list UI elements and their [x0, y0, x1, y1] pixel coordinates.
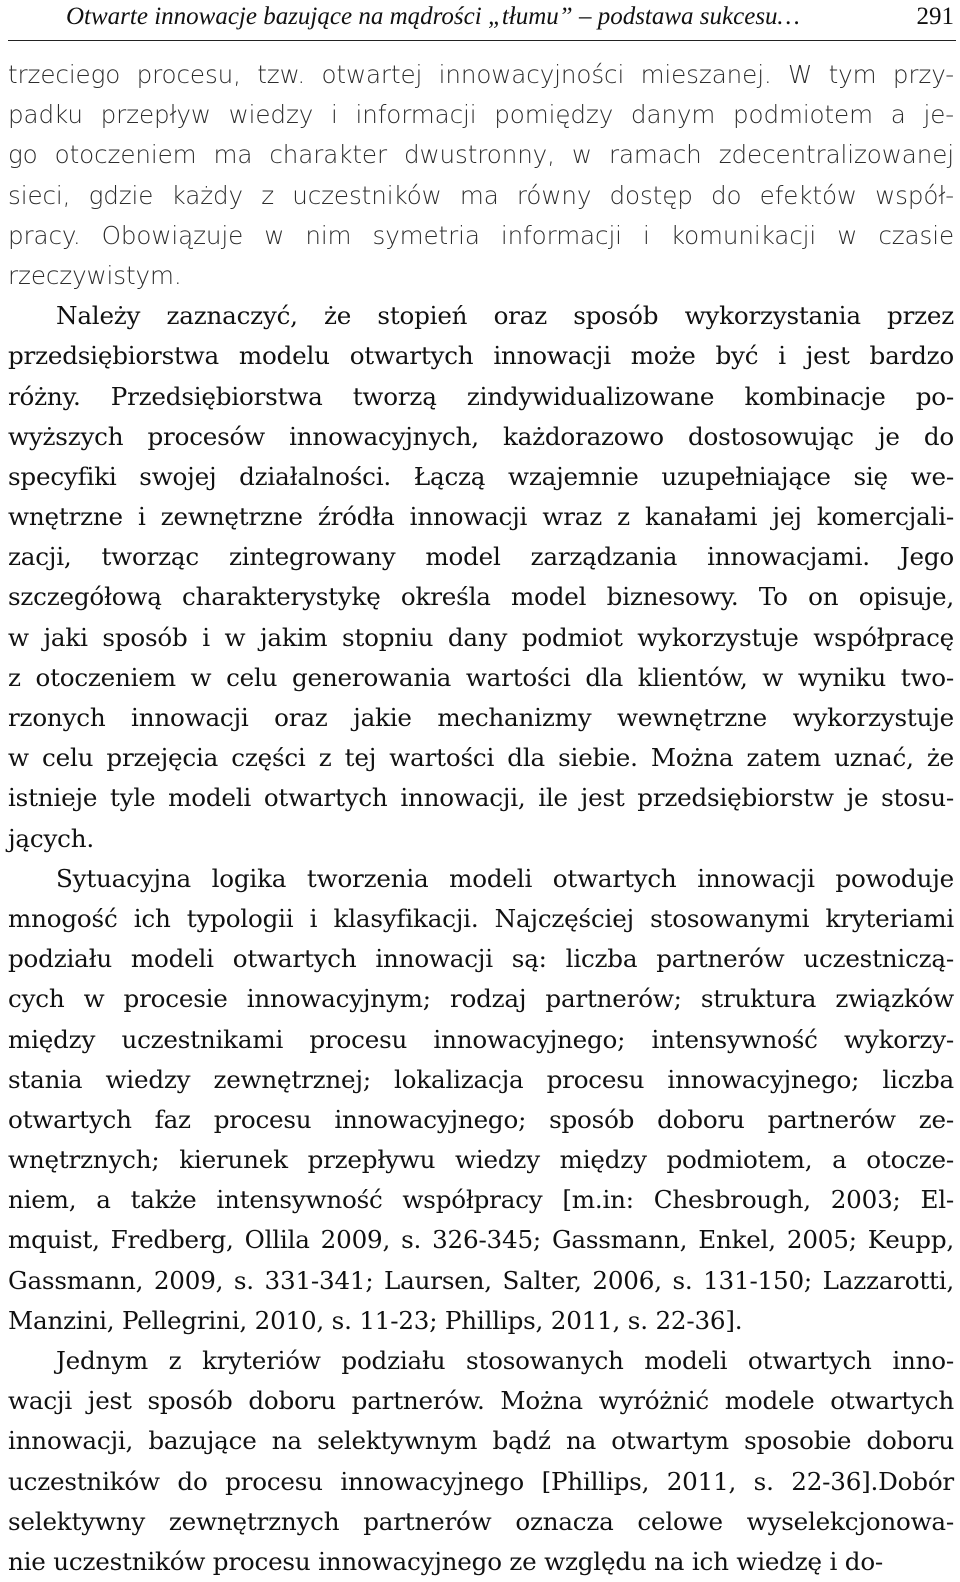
text-line: specyfiki swojej działalności. Łączą wzajemnie uzupełniające się we-: [8, 461, 954, 491]
paragraph: [8, 859, 954, 1341]
text-line: istnieje tyle modeli otwartych innowacji, ile jest przedsiębiorstw je stosu-: [8, 783, 954, 813]
text-line: w jaki sposób i w jakim stopniu dany podmiot wykorzystuje współpracę: [8, 622, 954, 652]
page-number: 291: [916, 3, 954, 30]
text-line: otwartych faz procesu innowacyjnego; sposób doboru partnerów ze-: [8, 1104, 954, 1134]
paragraph: [8, 296, 954, 859]
running-header: [0, 0, 960, 42]
text-line: zacji, tworząc zintegrowany model zarządzania innowacjami. Jego: [8, 542, 954, 572]
text-line: w celu przejęcia części z tej wartości dla siebie. Można zatem uznać, że: [8, 743, 954, 773]
text-line: wnętrznych; kierunek przepływu wiedzy między podmiotem, a otocze-: [8, 1145, 954, 1175]
header-rule: [8, 40, 956, 41]
text-line: stania wiedzy zewnętrznej; lokalizacja procesu innowacyjnego; liczba: [8, 1064, 954, 1094]
text-line: padku przepływ wiedzy i informacji pomiędzy danym podmiotem a je-: [8, 100, 954, 130]
paragraph: [8, 1341, 954, 1582]
text-line: z otoczeniem w celu generowania wartości dla klientów, w wyniku two-: [8, 662, 954, 692]
text-line: sieci, gdzie każdy z uczestników ma równy dostęp do efektów współ-: [8, 180, 954, 210]
text-line: rzonych innowacji oraz jakie mechanizmy wewnętrzne wykorzystuje: [8, 703, 954, 732]
text-line: wyższych procesów innowacyjnych, każdorazowo dostosowując je do: [8, 421, 954, 451]
text-line: rzeczywistym.: [8, 260, 182, 290]
text-line: wacji jest sposób doboru partnerów. Można wyróżnić modele otwartych: [8, 1386, 954, 1416]
text-line: Jednym z kryteriów podziału stosowanych modeli otwartych inno-: [56, 1346, 954, 1375]
text-line: trzeciego procesu, tzw. otwartej innowacyjności mieszanej. W tym przy-: [8, 60, 954, 89]
text-line: wnętrzne i zewnętrzne źródła innowacji wraz z kanałami jej komercjali-: [8, 502, 954, 532]
text-line: szczegółową charakterystykę określa model biznesowy. To on opisuje,: [8, 582, 954, 612]
text-line: cych w procesie innowacyjnym; rodzaj partnerów; struktura związków: [8, 984, 954, 1014]
text-line: selektywny zewnętrznych partnerów oznacza celowe wyselekcjonowa-: [8, 1506, 954, 1536]
text-line: mquist, Fredberg, Ollila 2009, s. 326-345; Gassmann, Enkel, 2005; Keupp,: [8, 1225, 954, 1255]
text-line: innowacji, bazujące na selektywnym bądź na otwartym sposobie doboru: [8, 1426, 954, 1456]
text-line: niem, a także intensywność współpracy [m.in: Chesbrough, 2003; El-: [8, 1185, 954, 1215]
paragraph: [8, 55, 954, 296]
text-line: pracy. Obowiązuje w nim symetria informacji i komunikacji w czasie: [8, 220, 954, 250]
text-line: Manzini, Pellegrini, 2010, s. 11-23; Phillips, 2011, s. 22-36].: [8, 1305, 743, 1335]
text-line: podziału modeli otwartych innowacji są: liczba partnerów uczestniczą-: [8, 944, 954, 974]
text-line: przedsiębiorstwa modelu otwartych innowacji może być i jest bardzo: [8, 341, 954, 371]
body-text: [8, 55, 954, 1582]
running-title: Otwarte innowacje bazujące na mądrości „tłumu” – podstawa sukcesu…: [66, 3, 800, 30]
text-line: Sytuacyjna logika tworzenia modeli otwartych innowacji powoduje: [56, 863, 954, 893]
text-line: mnogość ich typologii i klasyfikacji. Najczęściej stosowanymi kryteriami: [8, 903, 954, 933]
text-line: Należy zaznaczyć, że stopień oraz sposób wykorzystania przez: [56, 301, 954, 331]
text-line: go otoczeniem ma charakter dwustronny, w ramach zdecentralizowanej: [8, 140, 954, 170]
text-line: Gassmann, 2009, s. 331-341; Laursen, Salter, 2006, s. 131-150; Lazzarotti,: [8, 1265, 954, 1295]
text-line: między uczestnikami procesu innowacyjnego; intensywność wykorzy-: [8, 1024, 954, 1054]
text-line: jących.: [8, 823, 94, 853]
text-line: nie uczestników procesu innowacyjnego ze względu na ich wiedzę i do-: [8, 1546, 884, 1576]
text-line: uczestników do procesu innowacyjnego [Phillips, 2011, s. 22-36].Dobór: [8, 1466, 954, 1496]
text-line: różny. Przedsiębiorstwa tworzą zindywidualizowane kombinacje po-: [8, 381, 954, 411]
